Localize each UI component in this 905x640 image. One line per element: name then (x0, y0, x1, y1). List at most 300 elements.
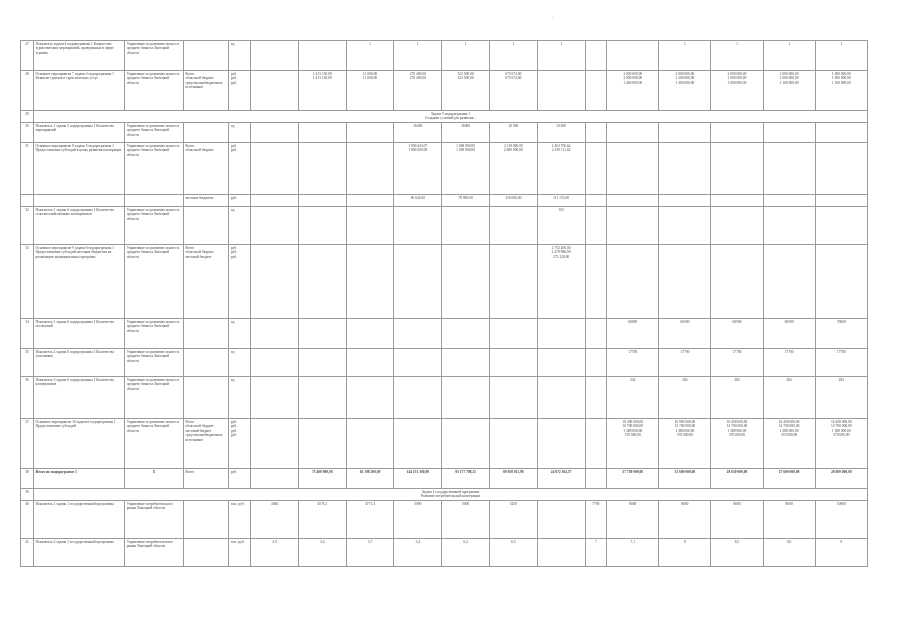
value-cell (394, 419, 442, 469)
funding-source (183, 195, 229, 207)
value-cell (607, 377, 659, 419)
value-line (300, 433, 344, 437)
value-cell (711, 41, 763, 71)
value-cell (394, 195, 442, 207)
row-number: 39 (21, 489, 34, 501)
value-line (253, 124, 297, 128)
table-row (21, 377, 868, 419)
value-cell (659, 469, 711, 489)
value-line: 323 500,00 (457, 72, 474, 76)
funding-source-line (185, 350, 227, 354)
indicator-name: Основное мероприятие 10 задачи 6 подпрограммы 1 Предоставление субсидий (34, 419, 125, 469)
value-cell (585, 539, 607, 567)
value-cell (537, 195, 585, 207)
value-cell (442, 539, 490, 567)
table-row (21, 319, 868, 349)
value-cell (815, 501, 867, 539)
unit (229, 539, 251, 567)
value-cell (659, 207, 711, 245)
unit (229, 245, 251, 319)
value-cell (298, 143, 346, 195)
value-cell (659, 143, 711, 195)
funding-source-line (185, 540, 227, 544)
value-cell (711, 195, 763, 207)
value-cell (489, 71, 537, 111)
value-cell (346, 195, 394, 207)
value-cell (298, 71, 346, 111)
value-line: 370 000,00 (781, 433, 798, 438)
value-cell (298, 501, 346, 539)
value-line: 8000 (629, 502, 637, 506)
value-line: 16 458 000,00 (778, 420, 800, 424)
funding-source-line: средства внебюджетных источников (185, 433, 223, 442)
value-cell (763, 377, 815, 419)
value-cell (585, 349, 607, 377)
value-line: 14 700 000,00 (726, 424, 748, 429)
value-line (765, 124, 813, 128)
indicator-name: Показатель 1 задачи 1 государственной программы (34, 501, 125, 539)
value-line (587, 148, 605, 152)
value-cell (394, 245, 442, 319)
value-cell (442, 469, 490, 489)
executor: Управление по развитию малого и среднего бизнеса Липецкой области (125, 319, 184, 349)
value-line: 1 000 000,00 (779, 72, 799, 76)
value-line: 3,4 (320, 540, 325, 544)
value-line (661, 255, 709, 259)
funding-source-line: средства внебюджетных источников (185, 80, 223, 90)
value-cell (298, 419, 346, 469)
value-cell (442, 245, 490, 319)
value-cell (298, 469, 346, 489)
value-cell (585, 419, 607, 469)
value-line: 144 151 300,00 (406, 470, 430, 474)
funding-source-line: Всего (185, 470, 195, 474)
value-cell (489, 143, 537, 195)
value-cell (763, 349, 815, 377)
value-cell (298, 123, 346, 143)
value-line: 60500 (732, 320, 742, 324)
value-cell (585, 245, 607, 319)
value-cell (659, 377, 711, 419)
value-line: 282 (734, 378, 740, 382)
value-line: 8,5 (734, 540, 740, 544)
section-title (34, 111, 868, 123)
unit-line: руб. (230, 148, 238, 153)
value-line (609, 196, 657, 200)
funding-source (183, 71, 229, 111)
value-cell (298, 41, 346, 71)
document-table (20, 40, 868, 567)
value-line (609, 208, 657, 212)
value-cell (489, 501, 537, 539)
value-line (300, 42, 344, 46)
value-line: 1 000 000,00 (727, 76, 747, 81)
value-line (348, 378, 392, 382)
value-line (348, 320, 392, 324)
value-cell (585, 319, 607, 349)
unit (229, 71, 251, 111)
value-line: 323 500,00 (457, 76, 474, 81)
table-row (21, 123, 868, 143)
value-cell (711, 419, 763, 469)
row-number: 32 (21, 207, 34, 245)
value-cell (346, 41, 394, 71)
value-line (587, 208, 605, 212)
value-cell (711, 501, 763, 539)
table-row (21, 143, 868, 195)
value-line (253, 148, 297, 152)
value-cell (489, 419, 537, 469)
unit-line: руб. (230, 144, 238, 148)
value-cell (298, 349, 346, 377)
value-line: 1 200 000,00 (675, 76, 695, 81)
value-cell (442, 41, 490, 71)
value-cell (442, 501, 490, 539)
value-cell (607, 207, 659, 245)
value-cell (251, 419, 299, 469)
unit-line: руб. (230, 470, 238, 474)
value-cell (346, 71, 394, 111)
value-cell (763, 41, 815, 71)
value-line: 1 (736, 42, 738, 46)
value-line: 78 900,00 (458, 196, 473, 200)
funding-source-line: местные бюджеты (185, 196, 214, 200)
value-cell (298, 245, 346, 319)
value-cell (394, 123, 442, 143)
value-line (396, 208, 440, 212)
value-cell (607, 469, 659, 489)
executor: Управление по развитию малого и среднего бизнеса Липецкой области (125, 207, 184, 245)
value-cell (763, 143, 815, 195)
funding-source-line: областной бюджет (185, 76, 214, 81)
unit-line: ед. (230, 350, 236, 354)
unit (229, 349, 251, 377)
value-line (396, 81, 440, 85)
funding-source (183, 469, 229, 489)
value-line: 6,5 (511, 540, 516, 544)
value-line: 60500 (680, 320, 690, 324)
value-line: 1 800 000,00 (408, 148, 428, 153)
row-number: 40 (21, 501, 34, 539)
funding-source-line (185, 124, 227, 128)
indicator-name: Основное мероприятие 9 задачи 6 подпрограммы 1 Предоставление субсидий местным бюджетам на реализацию муниципальных программ (34, 245, 125, 319)
unit (229, 319, 251, 349)
value-cell (298, 539, 346, 567)
funding-source (183, 41, 229, 71)
funding-source-line (185, 42, 227, 46)
value-line: 1 100 000,00 (779, 80, 799, 85)
value-cell (815, 349, 867, 377)
value-cell (394, 41, 442, 71)
value-cell (251, 245, 299, 319)
funding-source (183, 123, 229, 143)
value-line: 1 413 150,00 (312, 76, 332, 81)
value-cell (489, 123, 537, 143)
value-cell (346, 539, 394, 567)
executor: X (125, 469, 184, 489)
value-cell (537, 207, 585, 245)
value-cell (711, 319, 763, 349)
value-line (300, 320, 344, 324)
value-cell (585, 123, 607, 143)
unit-line: тыс. руб. (230, 502, 245, 506)
funding-source (183, 319, 229, 349)
funding-source-line: Всего (185, 420, 195, 424)
value-cell (607, 539, 659, 567)
value-cell (763, 207, 815, 245)
table-row (21, 71, 868, 111)
value-line (817, 208, 865, 212)
funding-source (183, 207, 229, 245)
unit-line: ед. (230, 320, 236, 324)
value-line (817, 255, 865, 259)
value-line: 16 458 000,00 (830, 420, 852, 424)
funding-source-line (185, 320, 227, 324)
indicator-name: Основное мероприятие 8 задачи 5 подпрограммы 1 Предоставление субсидий в целях развития кооперации (34, 143, 125, 195)
value-line (491, 433, 535, 437)
value-line (348, 433, 392, 437)
unit (229, 143, 251, 195)
value-cell (251, 41, 299, 71)
section-line: Создание условий для развития... (424, 116, 477, 121)
value-line: 65 198 200,00 (359, 470, 381, 474)
unit-line: руб. (230, 250, 238, 255)
value-cell (251, 71, 299, 111)
value-line: 675 674,00 (505, 72, 522, 76)
value-line: 2 000 000,00 (623, 76, 643, 81)
value-cell (537, 245, 585, 319)
value-line (396, 320, 440, 324)
row-number: 37 (21, 419, 34, 469)
value-line (253, 196, 297, 200)
value-cell (763, 469, 815, 489)
value-line: 16 458 000,00 (726, 420, 748, 424)
value-cell (442, 207, 490, 245)
executor: Управление по развитию малого и среднего бизнеса Липецкой области (125, 349, 184, 377)
value-line: 370 000,00 (833, 433, 850, 438)
value-cell (659, 123, 711, 143)
indicator-name: Показатель 2 задачи 1 государственной программы (34, 539, 125, 567)
executor: Управление потребительского рынка Липецкой области (125, 501, 184, 539)
value-line: 14 700 000,00 (778, 424, 800, 429)
value-line (587, 124, 605, 128)
value-line: 8000 (733, 502, 741, 506)
value-cell (489, 349, 537, 377)
value-line: 27 600 000,00 (778, 470, 800, 474)
value-line (661, 196, 709, 200)
value-cell (251, 349, 299, 377)
table-row (21, 41, 868, 71)
unit-line: тыс. руб. (230, 540, 245, 544)
value-cell (298, 195, 346, 207)
value-cell (298, 207, 346, 245)
value-cell (763, 71, 815, 111)
value-line (765, 148, 813, 152)
value-line (300, 378, 344, 382)
value-cell (346, 349, 394, 377)
value-line (491, 81, 535, 85)
value-line: 4576,1 (317, 502, 328, 506)
value-line: 28 630 000,00 (726, 470, 748, 474)
value-line: 17700 (732, 350, 742, 354)
value-line: 11 000,00 (362, 76, 378, 81)
value-cell (442, 377, 490, 419)
value-cell (585, 143, 607, 195)
value-cell (815, 41, 867, 71)
value-cell (251, 195, 299, 207)
value-cell (537, 123, 585, 143)
value-cell (537, 377, 585, 419)
value-line: 2 000 000,00 (503, 148, 523, 153)
unit (229, 195, 251, 207)
row-number: 41 (21, 539, 34, 567)
value-cell (763, 195, 815, 207)
unit-line: руб. (230, 196, 238, 200)
value-line: 36000 (461, 124, 471, 128)
value-cell (585, 71, 607, 111)
value-line: 14 700 000,00 (830, 424, 852, 429)
value-cell (394, 207, 442, 245)
value-cell (442, 349, 490, 377)
funding-source-line: областной бюджет (185, 148, 214, 153)
value-line (587, 378, 605, 382)
value-cell (711, 207, 763, 245)
value-cell (763, 539, 815, 567)
value-line: 17700 (836, 350, 846, 354)
row-number: 31 (21, 143, 34, 195)
value-line (661, 208, 709, 212)
value-cell (607, 245, 659, 319)
indicator-name: Показатель задачи 4 подпрограммы 1 Количество туристических мероприятий, проведенных в сфере туризма (34, 41, 125, 71)
value-line: 7700 (592, 502, 600, 506)
value-line (765, 255, 813, 259)
value-line (491, 350, 535, 354)
value-cell (607, 419, 659, 469)
value-line: 2 463 706,62 (551, 144, 571, 148)
value-cell (346, 123, 394, 143)
value-line (587, 320, 605, 324)
value-line (661, 124, 709, 128)
value-cell (815, 71, 867, 111)
row-number: 28 (21, 71, 34, 111)
value-line (300, 81, 344, 85)
value-line (587, 255, 605, 259)
value-cell (585, 469, 607, 489)
indicator-name (34, 195, 125, 207)
value-line: 17700 (680, 350, 690, 354)
value-line: 111 155,00 (553, 196, 570, 200)
value-cell (711, 123, 763, 143)
value-line: 10 000 (508, 124, 519, 128)
row-number: 30 (21, 123, 34, 143)
row-number: 33 (21, 245, 34, 319)
value-cell (251, 469, 299, 489)
value-line (253, 208, 297, 212)
section-line: Задача 1 государственной программы (421, 490, 480, 494)
value-cell (659, 419, 711, 469)
value-line (609, 255, 657, 259)
value-cell (251, 501, 299, 539)
value-cell (711, 349, 763, 377)
value-line: 3,7 (367, 540, 373, 544)
row-number: 34 (21, 319, 34, 349)
value-line (713, 148, 761, 152)
value-line: 1 400 000,00 (675, 80, 695, 85)
value-line (253, 255, 297, 259)
value-line (444, 81, 488, 85)
value-cell (659, 539, 711, 567)
value-line: 2 000 000,00 (623, 72, 643, 76)
funding-source (183, 377, 229, 419)
value-line: 1 (464, 42, 467, 46)
value-line (587, 81, 605, 85)
unit-line: ед. (230, 378, 236, 382)
value-cell (815, 195, 867, 207)
value-line: 282 (838, 378, 845, 382)
unit-line: ед. (230, 208, 236, 212)
value-line: 1 000 000,00 (727, 80, 747, 85)
value-line: 103 (558, 208, 564, 212)
value-cell (607, 41, 659, 71)
value-cell (346, 377, 394, 419)
value-cell (489, 377, 537, 419)
unit-line: руб. (230, 424, 238, 429)
value-line: 6,2 (463, 540, 468, 544)
value-cell (442, 319, 490, 349)
value-line (539, 320, 583, 324)
indicator-name: Показатель 1 задачи 6 подпрограммы 1 Количество сельскохозяйственных кооперативов (34, 207, 125, 245)
indicator-name: Основное мероприятие 7 задачи 4 подпрограммы 1 Развитие туризма и туристических услуг (34, 71, 125, 111)
executor: Управление по развитию малого и среднего бизнеса Липецкой области (125, 419, 184, 469)
value-line (396, 350, 440, 354)
value-cell (711, 245, 763, 319)
unit (229, 377, 251, 419)
value-cell (585, 377, 607, 419)
unit (229, 41, 251, 71)
value-line (300, 196, 344, 200)
value-line (444, 378, 488, 382)
funding-source-line: Всего (185, 144, 195, 148)
value-line (253, 470, 297, 474)
executor: Управление по развитию малого и среднего бизнеса Липецкой области (125, 123, 184, 143)
funding-source-line (185, 208, 227, 212)
value-line: 1 (683, 42, 686, 46)
row-number: 35 (21, 349, 34, 377)
value-line (253, 81, 297, 85)
funding-source (183, 539, 229, 567)
value-line: 1 388 000,00 (675, 428, 695, 433)
funding-source-line: местный бюджет (185, 428, 212, 433)
value-cell (659, 349, 711, 377)
value-line: 2 339 111,62 (551, 148, 571, 153)
value-line: 8000 (785, 502, 793, 506)
value-cell (346, 143, 394, 195)
value-line: 8000 (681, 502, 689, 506)
value-cell (489, 319, 537, 349)
value-line (444, 320, 488, 324)
value-line: 1 500 000,00 (456, 148, 476, 153)
value-line (253, 42, 297, 46)
value-line: 5000 (461, 502, 470, 506)
value-cell (711, 469, 763, 489)
value-line: 17700 (628, 350, 638, 354)
value-cell (442, 71, 490, 111)
unit-line: руб. (230, 72, 238, 76)
unit-line: руб. (230, 254, 238, 259)
value-cell (251, 377, 299, 419)
value-line (300, 350, 344, 354)
value-line (661, 148, 709, 152)
